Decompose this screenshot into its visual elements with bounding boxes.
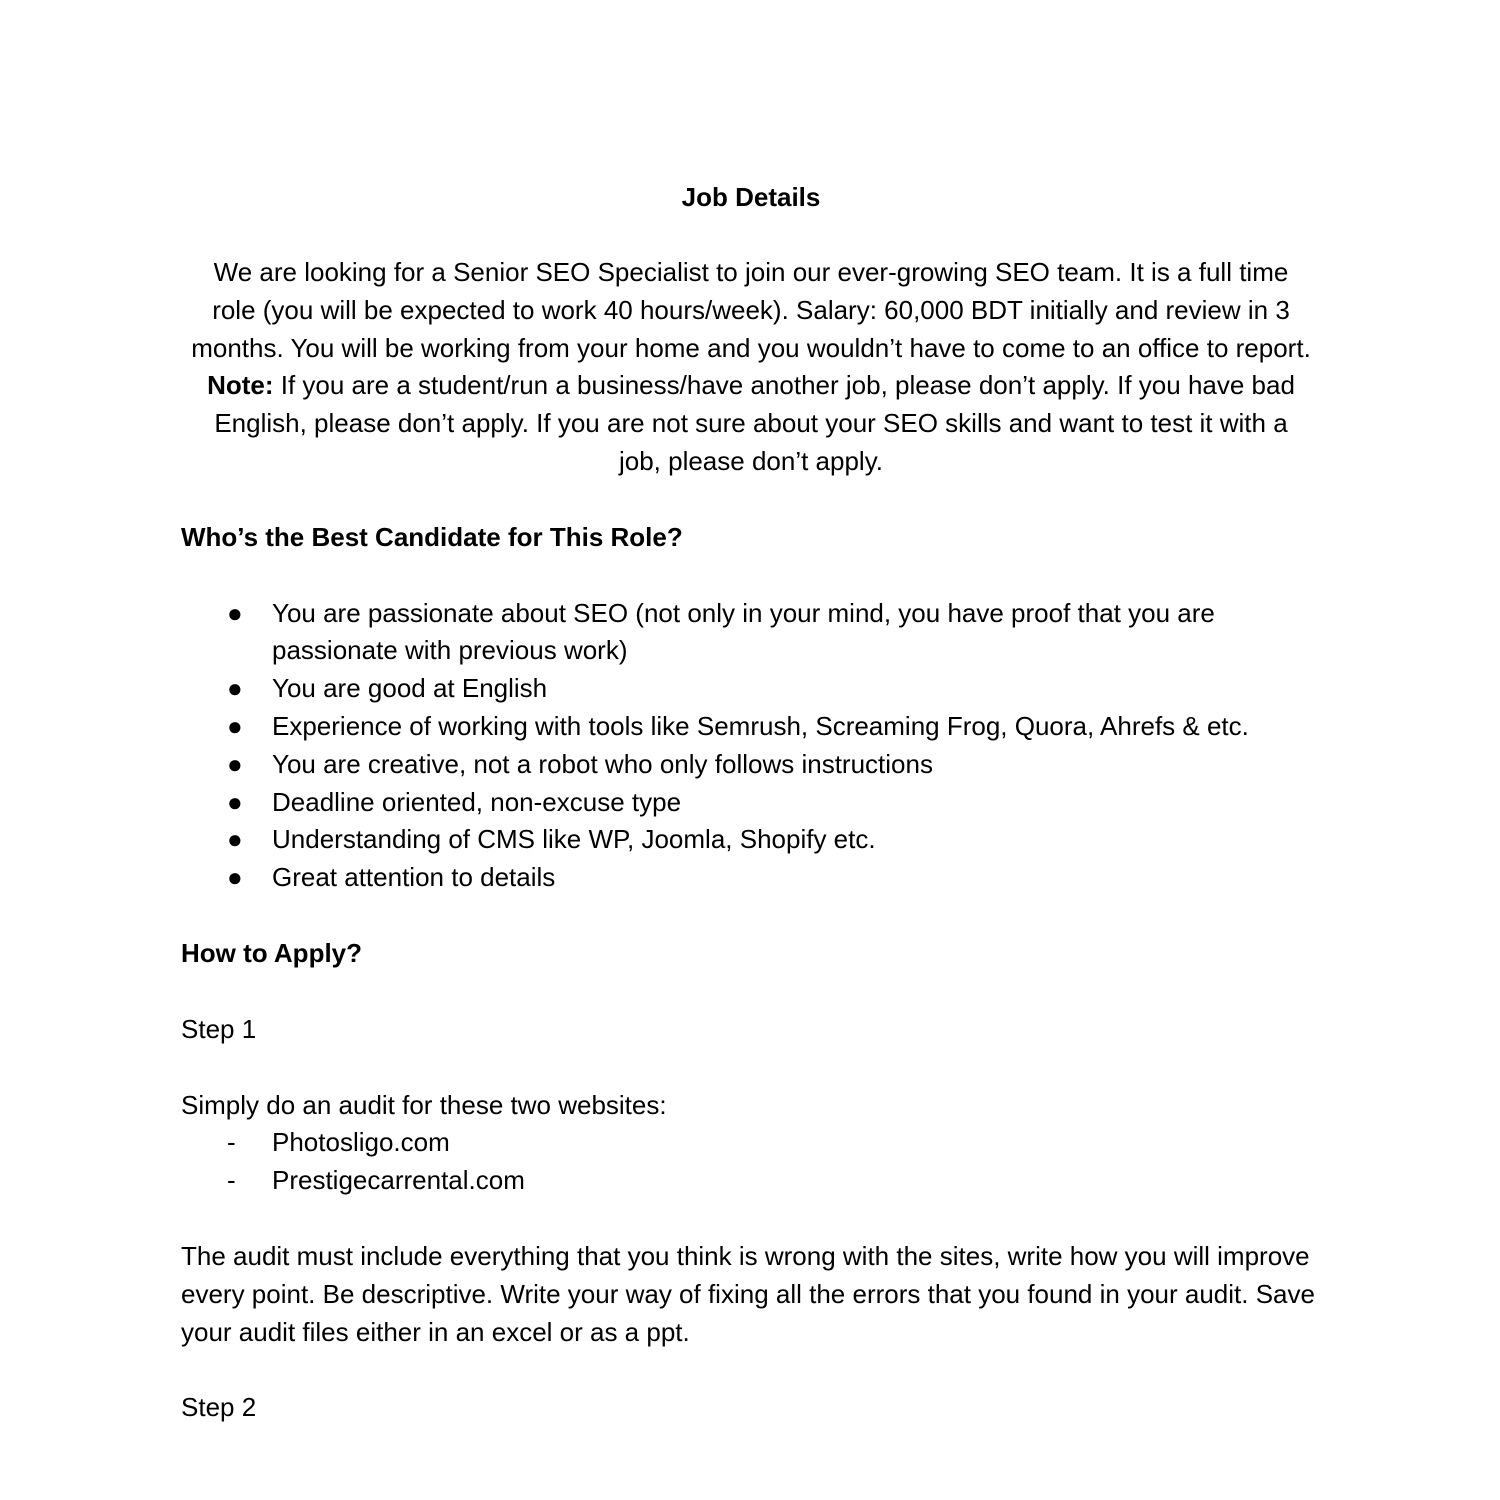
website-name: Photosligo.com [272, 1127, 450, 1158]
bullet-icon: ● [227, 597, 243, 628]
audit-instructions: The audit must include everything that you think is wrong with the sites, write how you will improve every point. Be descriptive. Write your way of fixing all the errors that you found in your audit. Save your audit files either in an excel or as a ppt. [181, 1240, 1315, 1347]
apply-heading: How to Apply? [181, 937, 363, 968]
dash-icon: - [227, 1165, 236, 1196]
bullet-icon: ● [227, 673, 243, 704]
list-item [181, 670, 1321, 708]
step-2-label: Step 2 [181, 1392, 257, 1423]
list-item [181, 746, 1321, 784]
note-label: Note: [207, 370, 274, 401]
list-item [181, 821, 1321, 859]
bullet-icon: ● [227, 710, 243, 741]
intro-section [181, 254, 1321, 481]
bullet-icon: ● [227, 862, 243, 893]
bullet-icon: ● [227, 748, 243, 779]
list-item [181, 1124, 1321, 1162]
bullet-icon: ● [227, 786, 243, 817]
list-item-text: Experience of working with tools like Semrush, Screaming Frog, Quora, Ahrefs & etc. [272, 710, 1249, 741]
page-title: Job Details [681, 182, 821, 212]
list-item [181, 595, 1321, 671]
website-name: Prestigecarrental.com [272, 1165, 525, 1196]
step-1-intro: Simply do an audit for these two websites: [181, 1089, 667, 1120]
candidate-heading: Who’s the Best Candidate for This Role? [181, 521, 683, 552]
list-item-text: You are good at English [272, 673, 548, 704]
list-item-text: Deadline oriented, non-excuse type [272, 786, 682, 817]
list-item [181, 1162, 1321, 1200]
websites-list [181, 1124, 1321, 1200]
document-page [181, 179, 1321, 1427]
list-item-text: You are passionate about SEO (not only in your mind, you have proof that you are passionate with previous work) [272, 597, 1215, 666]
list-item-text: Great attention to details [272, 862, 556, 893]
bullet-icon: ● [227, 824, 243, 855]
intro-paragraph: We are looking for a Senior SEO Specialist to join our ever-growing SEO team. It is a full time role (you will be expected to work 40 hours/week). Salary: 60,000 BDT initially and review in 3 months. You will be working from your home and you wouldn’t have to come to an office to report. [191, 257, 1311, 363]
candidate-requirements-list [181, 595, 1321, 897]
list-item [181, 708, 1321, 746]
list-item [181, 859, 1321, 897]
step-1-label: Step 1 [181, 1013, 257, 1044]
list-item-text: Understanding of CMS like WP, Joomla, Shopify etc. [272, 824, 876, 855]
dash-icon: - [227, 1127, 236, 1158]
list-item [181, 784, 1321, 822]
note-text: If you are a student/run a business/have another job, please don’t apply. If you have bad English, please don’t apply. If you are not sure about your SEO skills and want to test it with a job, please don’t apply. [214, 370, 1295, 476]
note-paragraph [191, 367, 1311, 480]
list-item-text: You are creative, not a robot who only follows instructions [272, 748, 933, 779]
